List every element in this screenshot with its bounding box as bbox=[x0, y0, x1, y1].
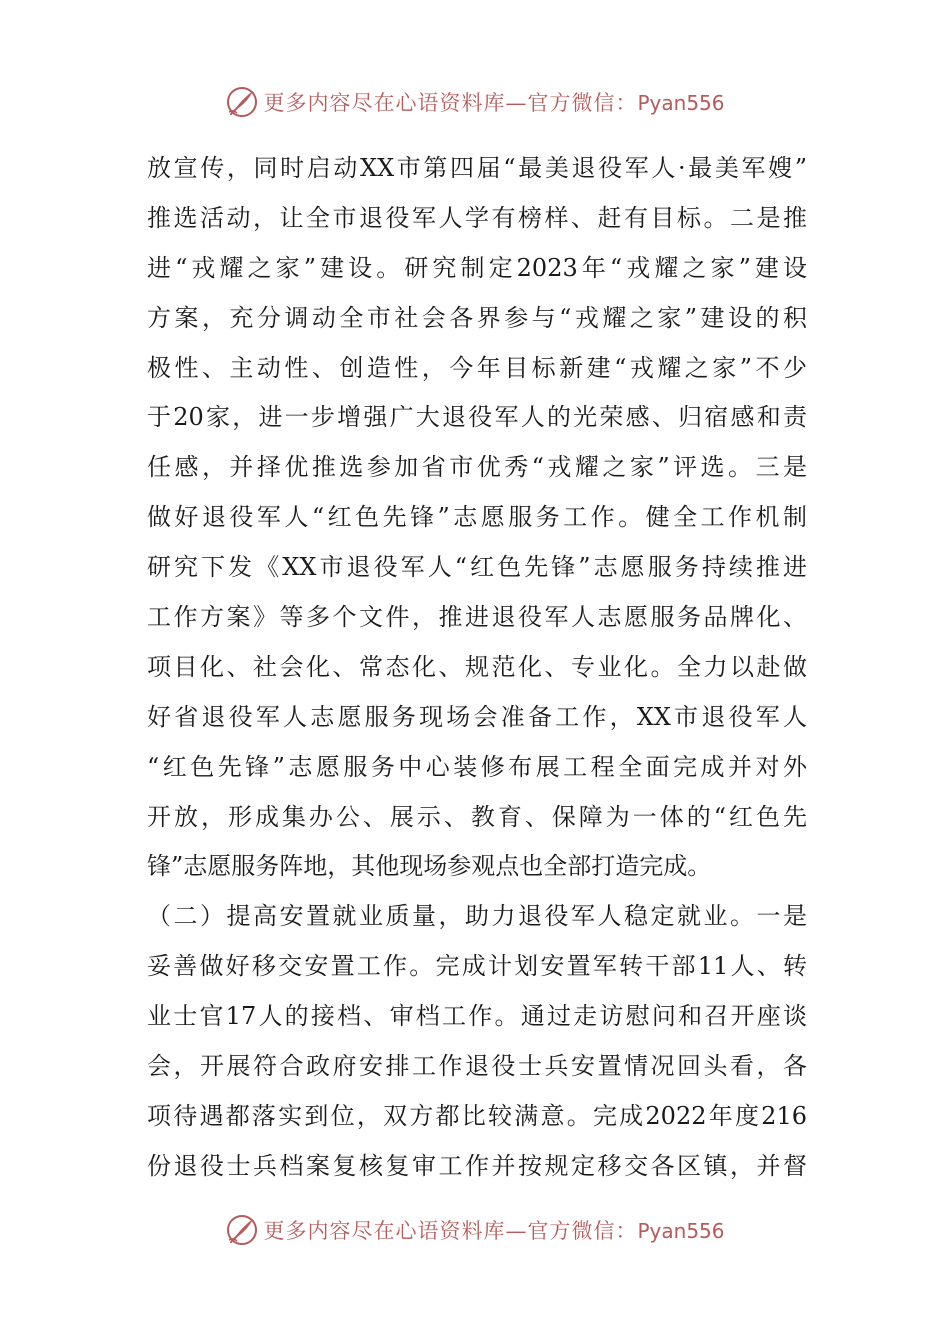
text-line: 工作方案》等多个文件，推进退役军人志愿服务品牌化、 bbox=[147, 603, 807, 632]
text-line: 做好退役军人“红色先锋”志愿服务工作。健全工作机制 bbox=[147, 503, 807, 532]
text-line: 会，开展符合政府安排工作退役士兵安置情况回头看，各 bbox=[147, 1052, 807, 1081]
text-line: 进“戎耀之家”建设。研究制定2023年“戎耀之家”建设 bbox=[147, 253, 807, 282]
text-line: 推选活动，让全市退役军人学有榜样、赶有目标。二是推 bbox=[147, 203, 807, 232]
text-line: 研究下发《XX市退役军人“红色先锋”志愿服务持续推进 bbox=[147, 553, 807, 582]
text-line: 锋”志愿服务阵地，其他现场参观点也全部打造完成。 bbox=[147, 852, 712, 881]
footer-banner-text: 更多内容尽在心语资料库—官方微信：Pyan556 bbox=[263, 1219, 725, 1243]
text-line: 放宣传，同时启动XX市第四届“最美退役军人·最美军嫂” bbox=[147, 154, 807, 182]
text-line: “红色先锋”志愿服务中心装修布展工程全面完成并对外 bbox=[147, 752, 807, 781]
text-line: 开放，形成集办公、展示、教育、保障为一体的“红色先 bbox=[147, 802, 807, 831]
footer-banner bbox=[0, 1208, 950, 1252]
wechat-id: Pyan556 bbox=[637, 1219, 725, 1243]
text-line: 好省退役军人志愿服务现场会准备工作，XX市退役军人 bbox=[147, 702, 807, 731]
text-line: 于20家，进一步增强广大退役军人的光荣感、归宿感和责 bbox=[147, 403, 807, 432]
wechat-id: Pyan556 bbox=[637, 91, 725, 115]
header-banner bbox=[0, 80, 950, 124]
document-body bbox=[147, 144, 807, 1192]
text-line: 极性、主动性、创造性，今年目标新建“戎耀之家”不少 bbox=[147, 353, 807, 382]
text-line: 项待遇都落实到位，双方都比较满意。完成2022年度216 bbox=[147, 1101, 807, 1130]
text-line: 妥善做好移交安置工作。完成计划安置军转干部11人、转 bbox=[147, 952, 807, 981]
text-line: 方案，充分调动全市社会各界参与“戎耀之家”建设的积 bbox=[147, 303, 807, 332]
text-line: 业士官17人的接档、审档工作。通过走访慰问和召开座谈 bbox=[147, 1002, 807, 1031]
text-line: （二）提高安置就业质量，助力退役军人稳定就业。一是 bbox=[147, 902, 807, 931]
header-banner-text: 更多内容尽在心语资料库—官方微信：Pyan556 bbox=[263, 91, 725, 115]
text-line: 项目化、社会化、常态化、规范化、专业化。全力以赴做 bbox=[147, 652, 807, 681]
feather-pen-logo-icon bbox=[225, 85, 259, 119]
text-line: 份退役士兵档案复核复审工作并按规定移交各区镇，并督 bbox=[147, 1151, 807, 1180]
feather-pen-logo-icon bbox=[225, 1213, 259, 1247]
text-line: 任感，并择优推选参加省市优秀“戎耀之家”评选。三是 bbox=[147, 453, 807, 482]
